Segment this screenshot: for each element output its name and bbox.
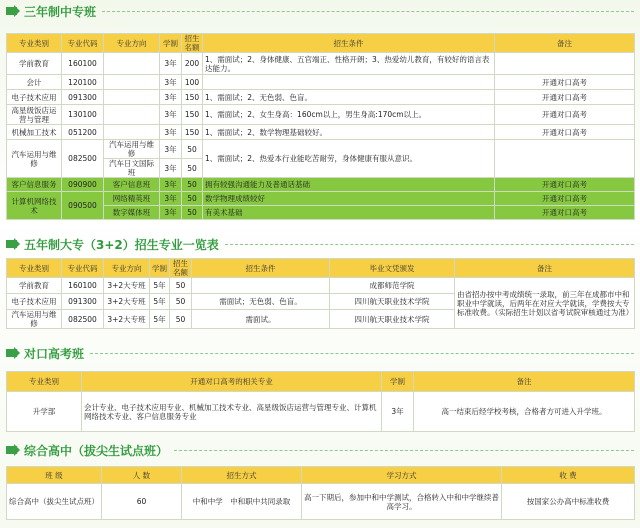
arrow-icon [6, 347, 20, 359]
college-exam-table [6, 371, 635, 432]
section-title-bar [6, 236, 634, 252]
header-cell: 专业方向 [104, 259, 150, 278]
five-year-table [6, 258, 635, 329]
header-cell: 专业代码 [62, 34, 104, 53]
section-comprehensive [6, 442, 634, 520]
header-cell: 备注 [495, 34, 635, 53]
table-row: 汽车运用与维修 082500 汽车运用与维修 3年 50 1、需面试；2、热爱本行业能吃苦耐劳，身体健康有服从意识。 [7, 140, 635, 159]
section-five-year [6, 236, 634, 329]
section-title: 五年制大专（3+2）招生专业一览表 [24, 237, 219, 252]
arrow-icon [6, 5, 20, 17]
header-cell: 学制 [150, 259, 170, 278]
header-cell: 班 级 [7, 467, 102, 484]
section-title-bar [6, 442, 634, 458]
header-cell: 招生条件 [203, 34, 495, 53]
section-college-exam [6, 345, 634, 432]
section-title: 三年制中专班 [24, 4, 97, 19]
table-row: 学前教育 160100 3年 200 1、需面试；2、身体健康、五官端正、性格开朗；3、热爱幼儿教育，有较好的语言表达能力。 [7, 53, 635, 75]
table-row: 会计 120100 3年 100 开通对口高考 [7, 75, 635, 90]
header-cell: 专业代码 [62, 259, 104, 278]
header-cell: 收 费 [502, 467, 635, 484]
header-cell: 开通对口高考的相关专业 [82, 372, 382, 392]
table-row: 高星级饭店运营与管理 130100 3年 150 1、需面试；2、女生身高：160cm以上，男生身高:170cm以上。 开通对口高考 [7, 105, 635, 125]
arrow-icon [6, 238, 20, 250]
header-cell: 毕业文凭颁发 [330, 259, 455, 278]
section-title-bar [6, 3, 634, 19]
header-cell: 招生条件 [192, 259, 330, 278]
header-cell: 学习方式 [302, 467, 502, 484]
header-cell: 学制 [160, 34, 182, 53]
table-row: 升学部 会计专业、电子技术应用专业、机械加工技术专业、高星级饭店运营与管理专业、计算机网络技术专业、客户信息服务专业 3年 高一结束后经学校考核，合格者方可进入升学班。 [7, 392, 635, 432]
table-row: 汽车日文国际班 3年 50 [7, 159, 635, 178]
comprehensive-table [6, 466, 635, 520]
header-cell: 专业类别 [7, 372, 82, 392]
header-cell: 备注 [455, 259, 635, 278]
table-row: 计算机网络技术 090500 网络精英班 3年 50 数学物理成绩较好 开通对口高考 [7, 192, 635, 206]
header-cell: 人 数 [102, 467, 182, 484]
table-row: 汽车运用与维修 082500 3+2大专班 5年 50 需面试。 四川航天职业技术学院 [7, 310, 635, 329]
section-title: 对口高考班 [24, 346, 85, 361]
section-title: 综合高中（拔尖生试点班） [24, 443, 169, 458]
table-row: 数字媒体班 3年 50 有美术基础 开通对口高考 [7, 206, 635, 220]
arrow-icon [6, 444, 20, 456]
header-cell: 专业方向 [104, 34, 160, 53]
section-title-bar [6, 345, 634, 361]
header-cell: 招生名额 [170, 259, 192, 278]
header-cell: 专业类别 [7, 34, 62, 53]
three-year-table [6, 33, 635, 220]
table-row: 客户信息服务 090900 客户信息班 3年 50 拥有较强沟通能力及普通话基础 开通对口高考 [7, 178, 635, 192]
header-cell: 招生名额 [182, 34, 203, 53]
header-cell: 备注 [414, 372, 635, 392]
header-cell: 学制 [382, 372, 414, 392]
table-row: 学前教育 160100 3+2大专班 5年 50 成都师范学院 由省招办按中考成绩统一录取，前三年在成都市中和职业中学就读，后两年在对应大学就读，学费按大专标准收费。（实际招生计划以省考试院审核通过为准） [7, 278, 635, 294]
header-cell: 招生方式 [182, 467, 302, 484]
table-row: 电子技术应用 091300 3+2大专班 5年 50 需面试；无色弱、色盲。 四川航天职业技术学院 [7, 294, 635, 310]
section-three-year [6, 3, 634, 220]
table-row: 机械加工技术 051200 3年 150 1、需面试；2、数学物理基础较好。 开通对口高考 [7, 125, 635, 140]
header-cell: 专业类别 [7, 259, 62, 278]
table-row: 电子技术应用 091300 3年 150 1、需面试；2、无色弱、色盲。 开通对口高考 [7, 90, 635, 105]
table-row: 综合高中（拔尖生试点班） 60 中和中学 中和职中共同录取 高一下期后，参加中和中学测试，合格转入中和中学继续普高学习。 按国家公办高中标准收费 [7, 484, 635, 520]
